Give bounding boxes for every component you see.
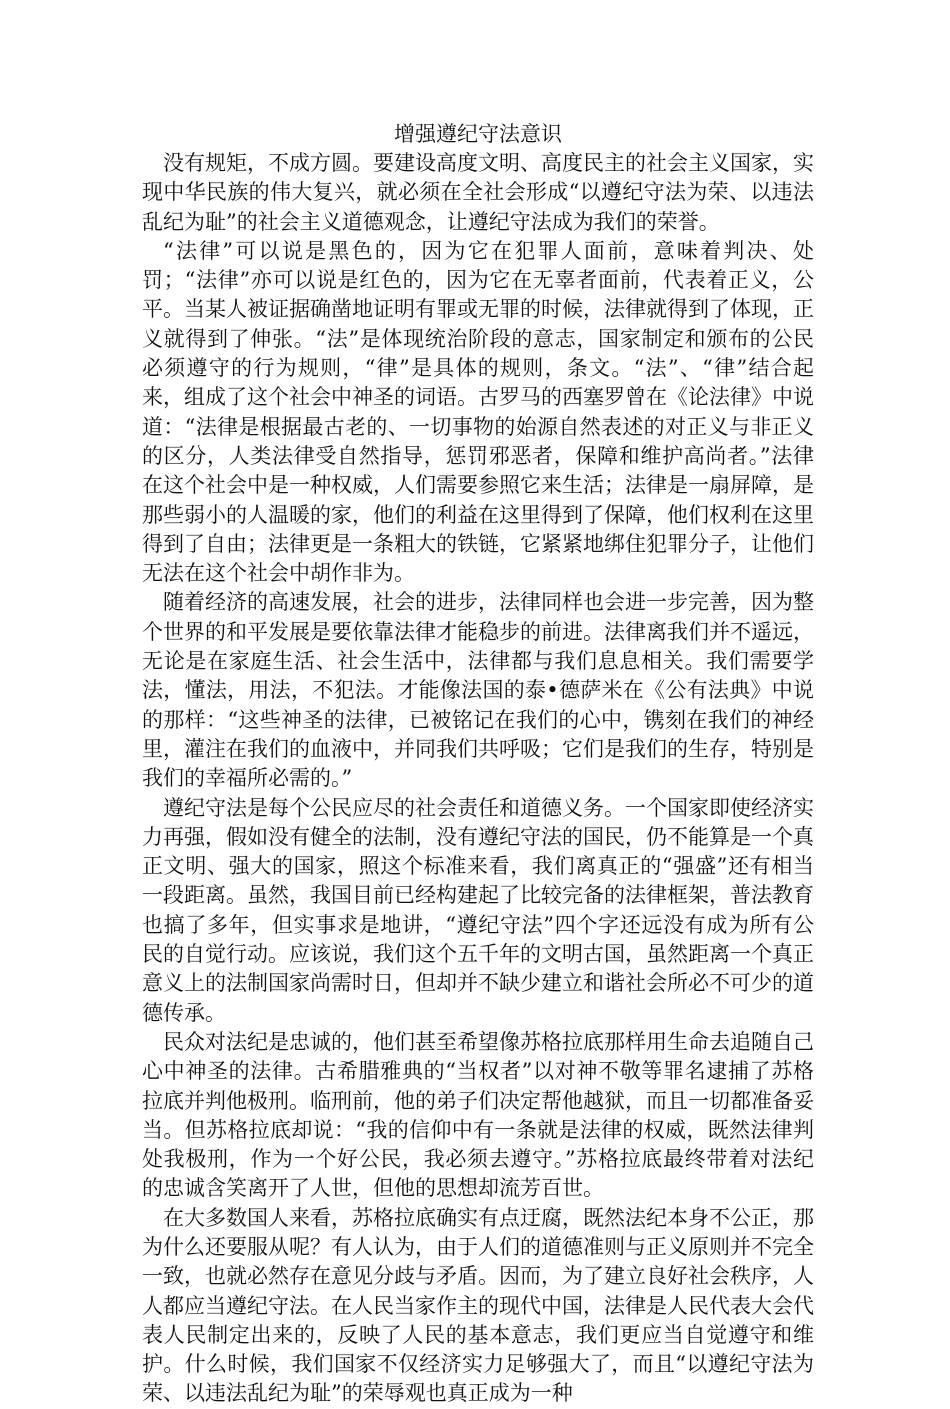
paragraph-2: “法律”可以说是黑色的，因为它在犯罪人面前，意味着判决、处罚；“法律”亦可以说是红色的，因为它在无辜者面前，代表着正义，公平。当某人被证据确凿地证明有罪或无罪的时候，法律就得到了体现，正义就得到了伸张。“法”是体现统治阶段的意志，国家制定和颁布的公民必须遵守的行为规则，“律”是具体的规则，条文。“法”、“律”结合起来，组成了这个社会中神圣的词语。古罗马的西塞罗曾在《论法律》中说道：“法律是根据最古老的、一切事物的始源自然表述的对正义与非正义的区分，人类法律受自然指导，惩罚邪恶者，保障和维护高尚者。”法律在这个社会中是一种权威，人们需要参照它来生活；法律是一扇屏障，是那些弱小的人温暖的家，他们的利益在这里得到了保障，他们权利在这里得到了自由；法律更是一条粗大的铁链，它紧紧地绑住犯罪分子，让他们无法在这个社会中胡作非为。: [142, 238, 814, 586]
document-title: 增强遵纪守法意识: [394, 122, 562, 146]
document-page: [142, 120, 814, 1409]
paragraph-1: 没有规矩，不成方圆。要建设高度文明、高度民主的社会主义国家，实现中华民族的伟大复兴，就必须在全社会形成“以遵纪守法为荣、以违法乱纪为耻”的社会主义道德观念，让遵纪守法成为我们的荣誉。: [142, 151, 814, 234]
paragraph-4: 遵纪守法是每个公民应尽的社会责任和道德义务。一个国家即使经济实力再强，假如没有健全的法制，没有遵纪守法的国民，仍不能算是一个真正文明、强大的国家，照这个标准来看，我们离真正的“强盛”还有相当一段距离。虽然，我国目前已经构建起了比较完备的法律框架，普法教育也搞了多年，但实事求是地讲，“遵纪守法”四个字还远没有成为所有公民的自觉行动。应该说，我们这个五千年的文明古国，虽然距离一个真正意义上的法制国家尚需时日，但却并不缺少建立和谐社会所必不可少的道德传承。: [142, 795, 814, 1025]
paragraph-6: 在大多数国人来看，苏格拉底确实有点迂腐，既然法纪本身不公正，那为什么还要服从呢？有人认为，由于人们的道德准则与正义原则并不完全一致，也就必然存在意见分歧与矛盾。因而，为了建立良好社会秩序，人人都应当遵纪守法。在人民当家作主的现代中国，法律是人民代表大会代表人民制定出来的，反映了人民的基本意志，我们更应当自觉遵守和维护。什么时候，我们国家不仅经济实力足够强大了，而且“以遵纪守法为荣、以违法乱纪为耻”的荣辱观也真正成为一种: [142, 1205, 814, 1406]
paragraph-5: 民众对法纪是忠诚的，他们甚至希望像苏格拉底那样用生命去追随自己心中神圣的法律。古希腊雅典的“当权者”以对神不敬等罪名逮捕了苏格拉底并判他极刑。临刑前，他的弟子们决定帮他越狱，而且一切都准备妥当。但苏格拉底却说：“我的信仰中有一条就是法律的权威，既然法律判处我极刑，作为一个好公民，我必须去遵守。”苏格拉底最终带着对法纪的忠诚含笑离开了人世，但他的思想却流芳百世。: [142, 1029, 814, 1201]
paragraph-3: 随着经济的高速发展，社会的进步，法律同样也会进一步完善，因为整个世界的和平发展是要依靠法律才能稳步的前进。法律离我们并不遥远，无论是在家庭生活、社会生活中，法律都与我们息息相关。我们需要学法，懂法，用法，不犯法。才能像法国的泰•德萨米在《公有法典》中说的那样：“这些神圣的法律，已被铭记在我们的心中，镌刻在我们的神经里，灌注在我们的血液中，并同我们共呼吸；它们是我们的生存，特别是我们的幸福所必需的。”: [142, 590, 814, 791]
